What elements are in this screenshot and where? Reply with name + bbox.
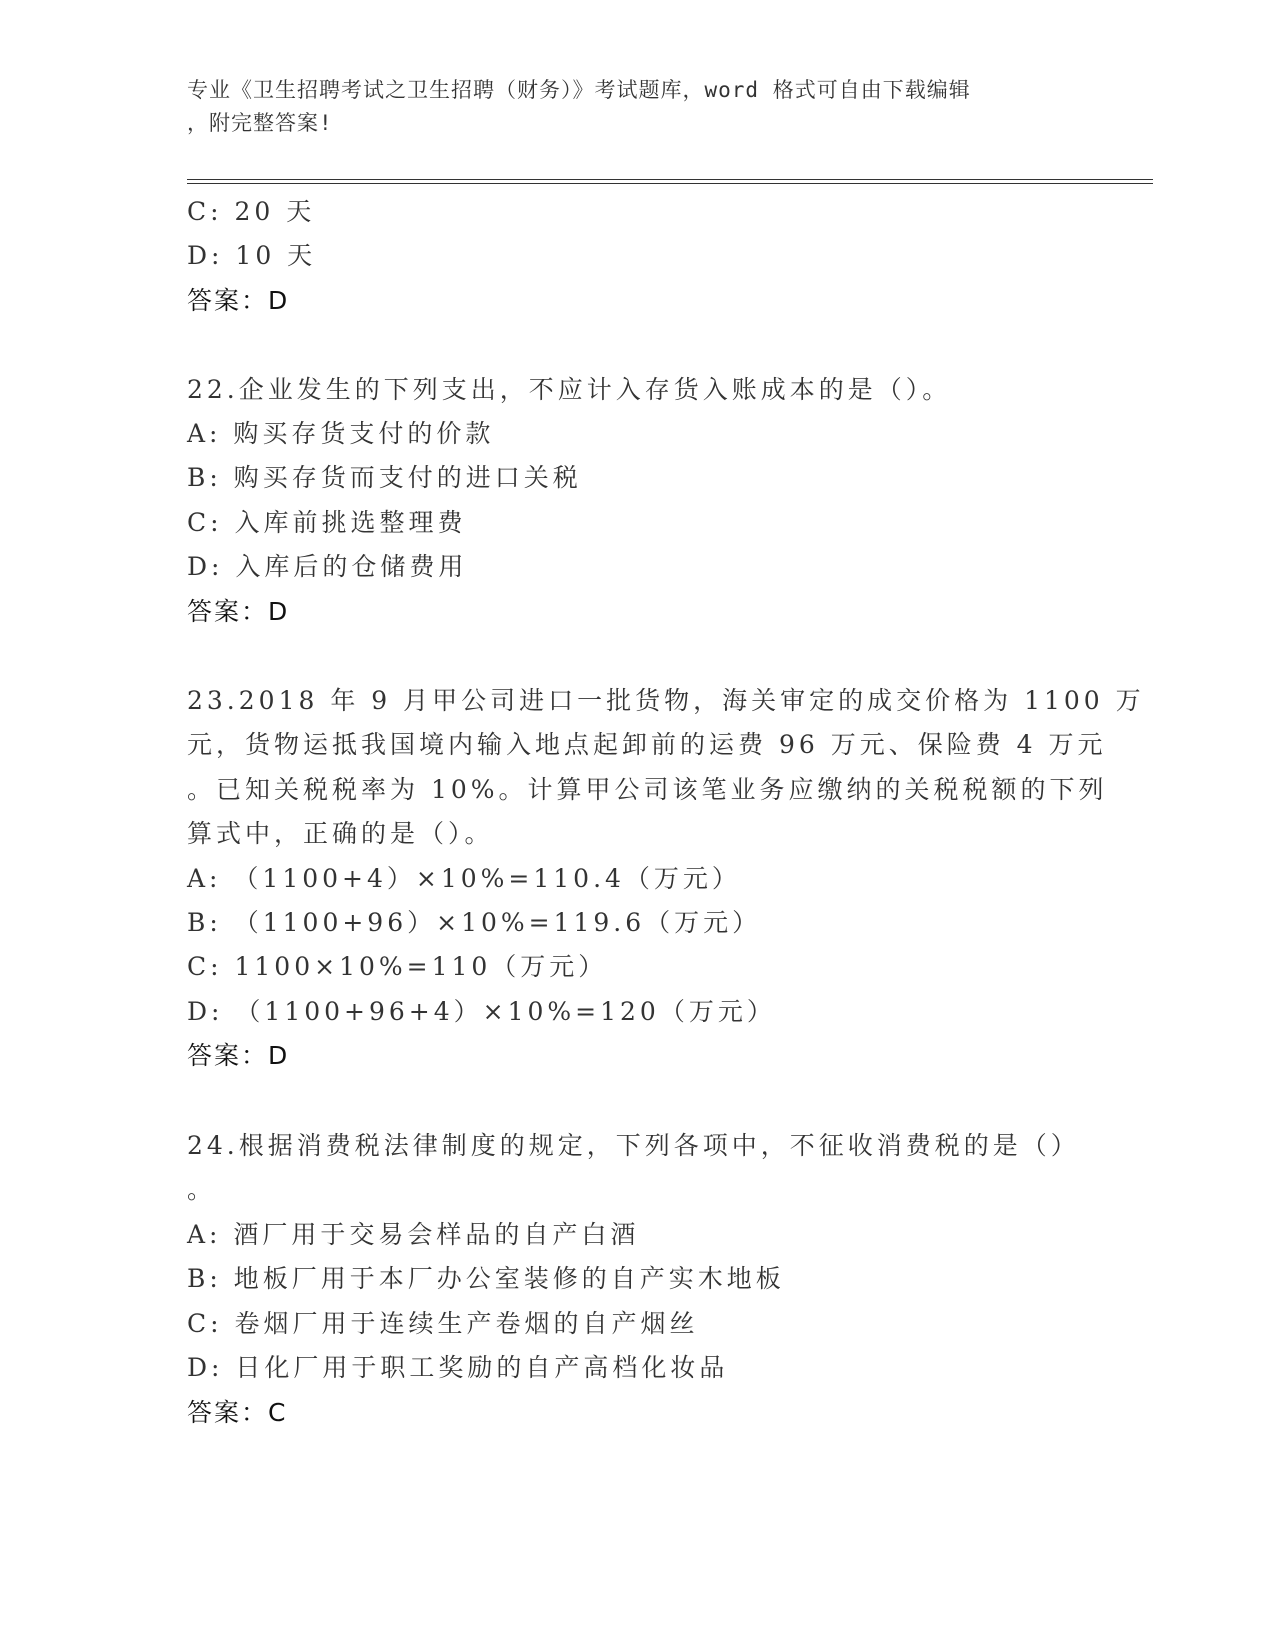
q24-option-d: D: 日化厂用于职工奖励的自产高档化妆品 bbox=[187, 1353, 729, 1382]
header-line-1: 专业《卫生招聘考试之卫生招聘（财务）》考试题库，word 格式可自由下载编辑 bbox=[187, 78, 971, 102]
q24-stem-line-2: 。 bbox=[187, 1175, 217, 1204]
q24-option-a: A: 酒厂用于交易会样品的自产白酒 bbox=[187, 1220, 640, 1249]
header-divider-top bbox=[187, 179, 1153, 180]
q23-option-a: A: （1100+4）×10%=110.4（万元） bbox=[187, 864, 741, 893]
q23-option-b: B: （1100+96）×10%=119.6（万元） bbox=[187, 908, 762, 937]
q22-option-c: C: 入库前挑选整理费 bbox=[187, 508, 467, 537]
q21-option-c: C: 20 天 bbox=[187, 197, 316, 226]
q24-option-b: B: 地板厂用于本厂办公室装修的自产实木地板 bbox=[187, 1264, 785, 1293]
document-header bbox=[187, 74, 1077, 140]
q21-option-d: D: 10 天 bbox=[187, 241, 317, 270]
header-divider-bottom bbox=[187, 183, 1153, 184]
q22-option-d: D: 入库后的仓储费用 bbox=[187, 552, 468, 581]
q23-stem-line-1: 23.2018 年 9 月甲公司进口一批货物，海关审定的成交价格为 1100 万 bbox=[187, 686, 1145, 715]
q22-option-b: B: 购买存货而支付的进口关税 bbox=[187, 463, 582, 492]
q21-answer: 答案：D bbox=[187, 286, 290, 315]
q23-stem-line-4: 算式中，正确的是（）。 bbox=[187, 819, 494, 848]
q22-answer: 答案：D bbox=[187, 597, 290, 626]
q24-stem-line-1: 24.根据消费税法律制度的规定，下列各项中，不征收消费税的是（） bbox=[187, 1131, 1080, 1160]
q23-option-d: D: （1100+96+4）×10%=120（万元） bbox=[187, 997, 776, 1026]
q22-option-a: A: 购买存货支付的价款 bbox=[187, 419, 495, 448]
q22-stem: 22.企业发生的下列支出，不应计入存货入账成本的是（）。 bbox=[187, 375, 952, 404]
q23-stem-line-2: 元，货物运抵我国境内输入地点起卸前的运费 96 万元、保险费 4 万元 bbox=[187, 730, 1107, 759]
q24-option-c: C: 卷烟厂用于连续生产卷烟的自产烟丝 bbox=[187, 1309, 699, 1338]
q23-option-c: C: 1100×10%=110（万元） bbox=[187, 952, 608, 981]
q24-answer: 答案：C bbox=[187, 1398, 288, 1427]
header-line-2: ，附完整答案! bbox=[187, 111, 333, 135]
q23-stem-line-3: 。已知关税税率为 10%。计算甲公司该笔业务应缴纳的关税税额的下列 bbox=[187, 775, 1108, 804]
q23-answer: 答案：D bbox=[187, 1041, 290, 1070]
